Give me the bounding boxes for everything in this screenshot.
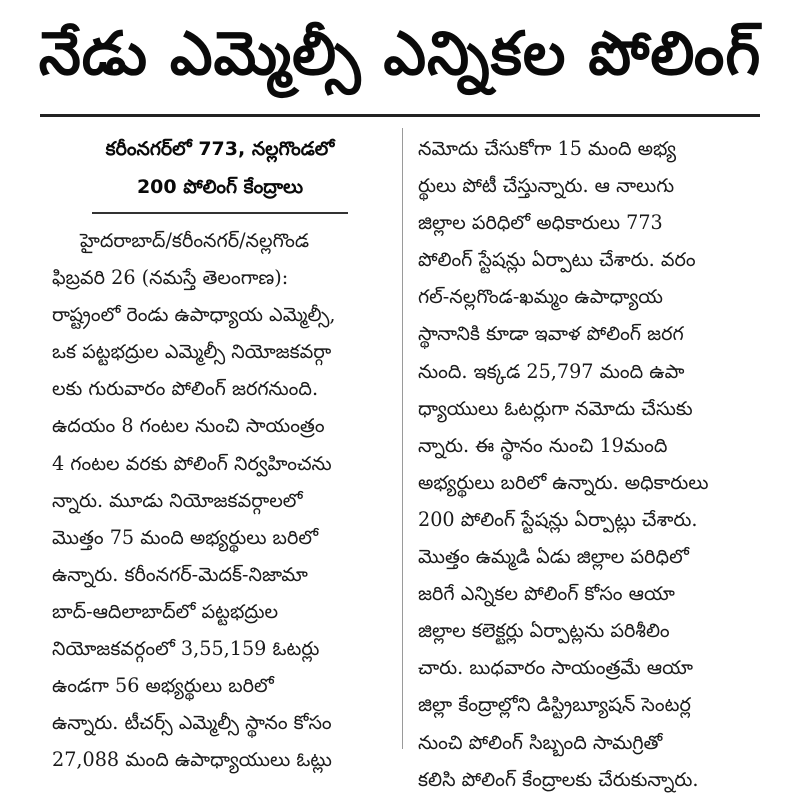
body-line: ఒక పట్టభద్రుల ఎమ్మెల్సీ నియోజకవర్గా — [52, 340, 332, 364]
subheading-rule — [92, 212, 348, 214]
subheading-line-2: 200 పోలింగ్ కేంద్రాలు — [136, 176, 304, 198]
body-line: పోలింగ్ స్టేషన్లు ఏర్పాటు చేశారు. వరం — [418, 248, 696, 272]
body-line: ఉన్నారు. కరీంనగర్-మెదక్-నిజామా — [52, 562, 308, 586]
body-line: చారు. బుధవారం సాయంత్రమే ఆయా — [418, 656, 693, 680]
body-line: ఉండగా 56 అభ్యర్థులు బరిలో — [52, 674, 274, 698]
body-line: బాద్-ఆదిలాబాద్‌లో పట్టభద్రుల — [52, 599, 279, 623]
body-line: రాష్ట్రంలో రెండు ఉపాధ్యాయ ఎమ్మెల్సీ, — [52, 303, 336, 327]
body-line: జిల్లాల కలెక్టర్లు ఏర్పాట్లను పరిశీలిం — [418, 619, 670, 643]
body-line: గల్-నల్లగొండ-ఖమ్మం ఉపాధ్యాయ — [418, 285, 663, 309]
headline-rule — [40, 114, 760, 117]
body-line: నమోదు చేసుకోగా 15 మంది అభ్య — [418, 137, 676, 160]
body-line: అభ్యర్థులు బరిలో ఉన్నారు. అధికారులు — [418, 470, 709, 494]
body-line: నుంది. ఇక్కడ 25,797 మంది ఉపా — [418, 359, 685, 383]
body-line: 27,088 మంది ఉపాధ్యాయులు ఓట్లు — [52, 748, 332, 772]
subheading-line-1: కరీంనగర్‌లో 773, నల్లగొండలో — [105, 138, 335, 160]
left-column — [52, 130, 388, 772]
body-line: 200 పోలింగ్ స్టేషన్లు ఏర్పాట్లు చేశారు. — [418, 507, 698, 531]
body-line: ధ్యాయులు ఓటర్లుగా నమోదు చేసుకు — [418, 396, 693, 420]
body-line: మొత్తం ఉమ్మడి ఏడు జిల్లాల పరిధిలో — [418, 545, 689, 569]
body-line: ఉన్నారు. టీచర్స్ ఎమ్మెల్సీ స్థానం కోసం — [52, 711, 332, 735]
body-line: ర్థులు పోటీ చేస్తున్నారు. ఆ నాలుగు — [418, 174, 675, 198]
body-line: నుంచి పోలింగ్ సిబ్బంది సామగ్రితో — [418, 730, 663, 754]
body-line: 4 గంటల వరకు పోలింగ్ నిర్వహించను — [52, 451, 332, 475]
body-line: జరిగే ఎన్నికల పోలింగ్ కోసం ఆయా — [418, 582, 675, 606]
body-line: జిల్లా కేంద్రాల్లోని డిస్ట్రిబ్యూషన్ సెంటర్ల — [418, 693, 691, 717]
body-line: కలిసి పోలింగ్ కేంద్రాలకు చేరుకున్నారు. — [418, 767, 699, 791]
body-line: ఫిబ్రవరి 26 (నమస్తే తెలంగాణ): — [52, 266, 289, 290]
body-line: న్నారు. మూడు నియోజకవర్గాలలో — [52, 488, 303, 512]
body-line: లకు గురువారం పోలింగ్ జరగనుంది. — [52, 377, 319, 401]
body-line: నియోజకవర్గంలో 3,55,159 ఓటర్లు — [52, 637, 320, 661]
body-line: హైదరాబాద్/కరీంనగర్/నల్లగొండ — [80, 229, 310, 252]
body-line: స్థానానికి కూడా ఇవాళ పోలింగ్ జరగ — [418, 322, 684, 346]
body-line: న్నారు. ఈ స్థానం నుంచి 19మంది — [418, 433, 668, 457]
body-line: జిల్లాల పరిధిలో అధికారులు 773 — [418, 211, 663, 235]
body-line: మొత్తం 75 మంది అభ్యర్థులు బరిలో — [52, 525, 319, 549]
headline: నేడు ఎమ్మెల్సీ ఎన్నికల పోలింగ్ — [38, 19, 762, 89]
right-column — [418, 130, 758, 791]
column-divider — [402, 128, 403, 749]
body-line: ఉదయం 8 గంటల నుంచి సాయంత్రం — [52, 414, 325, 438]
